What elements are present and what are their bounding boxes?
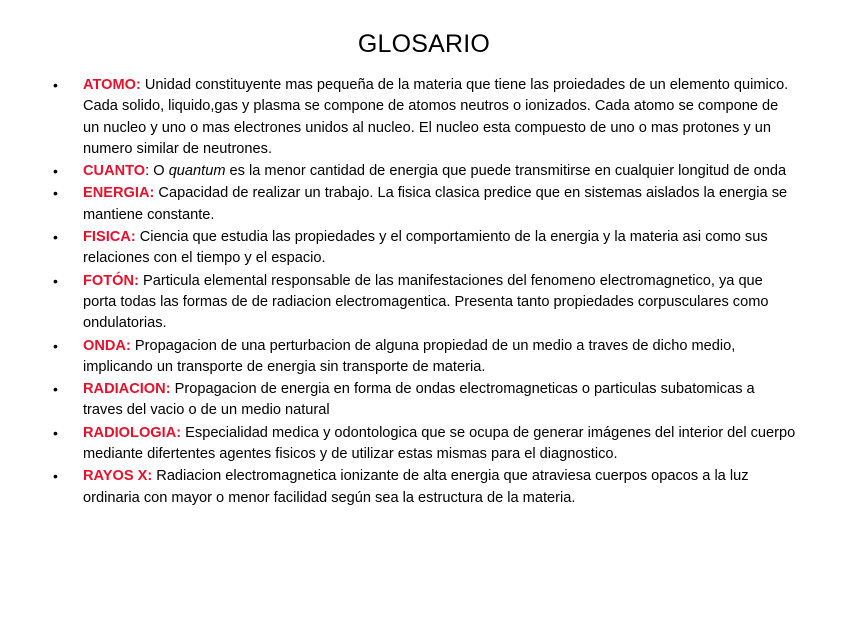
- glossary-definition: Especialidad medica y odontologica que se ocupa de generar imágenes del interior del cuerpo mediante difertentes agentes fisicos y de utilizar estas mismas para el diagnostico.: [83, 424, 796, 463]
- glossary-term: ATOMO:: [83, 77, 141, 93]
- glossary-definition-italic: quantum: [168, 163, 226, 180]
- glossary-term: RADIOLOGIA:: [83, 424, 182, 441]
- glossary-definition: Unidad constituyente mas pequeña de la materia que tiene las proiedades de un elemento quimico. Cada solido, liquido,gas y plasma se compone de atomos neutros o ionizados. Cada atomo se compone de un nucleo y uno o mas electrones unidos al nucleo. El nucleo esta compuesto de uno o mas protones y un numero similar de neutrones.: [83, 77, 789, 157]
- glossary-entry-atomo: [50, 75, 796, 160]
- glossary-term: CUANTO: [83, 163, 146, 180]
- glossary-entry-rayos-x: [50, 466, 796, 509]
- bullet-icon: •: [53, 163, 58, 180]
- glossary-definition: Capacidad de realizar un trabajo. La fisica clasica predice que en sistemas aislados la energia se mantiene constante.: [83, 185, 788, 223]
- slide-title: GLOSARIO: [357, 30, 491, 58]
- bullet-icon: •: [53, 77, 58, 93]
- glossary-term: RAYOS X:: [83, 468, 153, 485]
- glossary-definition: Radiacion electromagnetica ionizante de alta energia que atraviesa cuerpos opacos a la luz ordinaria con mayor o menor facilidad según sea la estructura de la materia.: [83, 468, 749, 506]
- bullet-icon: •: [53, 468, 58, 485]
- glossary-definition: Propagacion de una perturbacion de alguna propiedad de un medio a traves de dicho medio, implicando un transporte de energia sin transporte de materia.: [83, 337, 736, 375]
- glossary-entry-fisica: [50, 227, 796, 270]
- glossary-entry-foton: [50, 271, 796, 335]
- bullet-icon: •: [53, 229, 58, 246]
- bullet-icon: •: [53, 272, 58, 289]
- glossary-term: RADIACION:: [83, 381, 171, 398]
- bullet-icon: •: [53, 185, 58, 202]
- glossary-entry-cuanto: [50, 161, 796, 182]
- bullet-icon: •: [53, 424, 58, 441]
- glossary-separator: : O: [145, 163, 169, 180]
- glossary-entry-energia: [50, 183, 796, 226]
- glossary-term: ONDA:: [83, 337, 131, 354]
- glossary-list: [50, 75, 796, 510]
- bullet-icon: •: [53, 381, 58, 398]
- glossary-term: FISICA:: [83, 229, 136, 246]
- glossary-entry-radiacion: [50, 379, 796, 422]
- bullet-icon: •: [53, 337, 58, 354]
- glossary-term: FOTÓN:: [83, 272, 139, 289]
- glossary-entry-onda: [50, 336, 796, 379]
- glossary-entry-radiologia: [50, 423, 796, 466]
- glossary-definition: Particula elemental responsable de las manifestaciones del fenomeno electromagnetico, ya que porta todas las formas de de radiacion electromagentica. Presenta tanto propiedades corpusculares como ondulatorias.: [83, 272, 769, 332]
- glossary-term: ENERGIA:: [83, 185, 155, 202]
- glossary-definition: es la menor cantidad de energia que puede transmitirse en cualquier longitud de onda: [225, 163, 787, 180]
- glossary-definition: Propagacion de energia en forma de ondas electromagneticas o particulas subatomicas a traves del vacio o de un medio natural: [83, 381, 755, 419]
- glossary-definition: Ciencia que estudia las propiedades y el comportamiento de la energia y la materia asi como sus relaciones con el tiempo y el espacio.: [83, 229, 768, 267]
